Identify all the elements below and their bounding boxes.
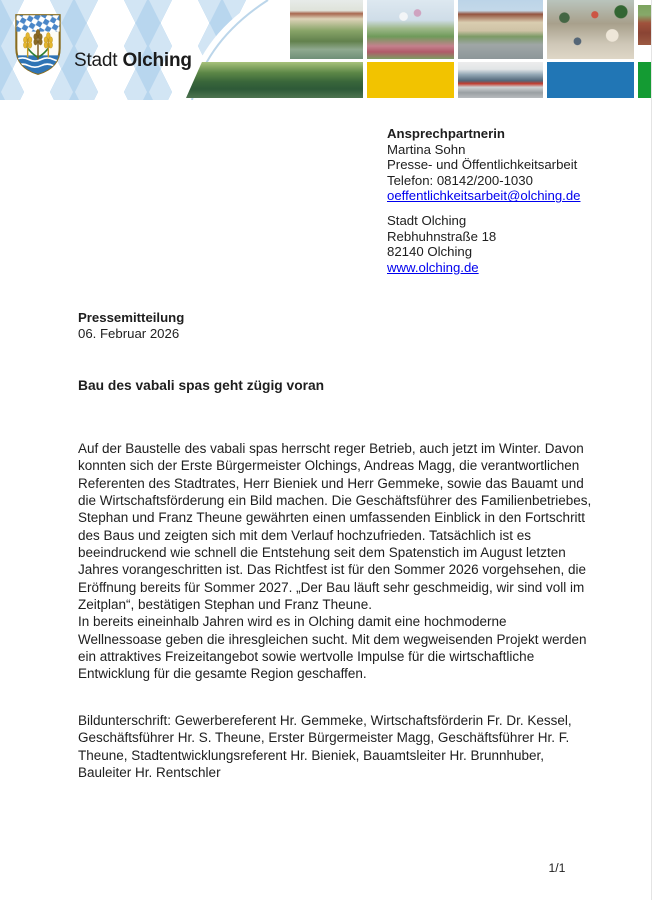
press-date: 06. Februar 2026	[78, 325, 180, 341]
collage-castle-photo	[290, 0, 363, 59]
collage-green-tile	[638, 62, 652, 98]
collage-market-photo	[547, 0, 634, 59]
collage-blue-tile	[547, 62, 634, 98]
address-block	[387, 213, 496, 275]
collage-street-photo	[458, 0, 543, 59]
article-title: Bau des vabali spas geht zügig voran	[78, 378, 325, 393]
collage-yellow-tile	[367, 62, 454, 98]
street-address: Rebhuhnstraße 18	[387, 228, 497, 244]
website-link[interactable]: www.olching.de	[387, 259, 479, 275]
contact-name: Martina Sohn	[387, 141, 466, 157]
logo-wordmark	[74, 50, 192, 72]
page-number: 1/1	[548, 861, 566, 875]
pressemitteilung-label: Pressemitteilung	[78, 310, 185, 325]
collage-flags-photo	[367, 0, 454, 59]
email-link[interactable]: oeffentlichkeitsarbeit@olching.de	[387, 188, 581, 204]
contact-heading: Ansprechpartnerin	[387, 126, 505, 141]
collage-building-photo	[458, 62, 543, 98]
collage-autumn-photo	[638, 5, 652, 45]
olching-coat-of-arms-icon	[12, 12, 64, 76]
org-name: Stadt Olching	[387, 213, 467, 228]
body-paragraph-2: In bereits eineinhalb Jahren wird es in Olching damit eine hochmoderne Wellnessoase geben die ihresgleichen sucht. Mit dem wegweisenden Projekt werden ein attraktives Freizeitangebot sowie wertvolle Impulse für die wirtschaftliche Entwicklung für die gesamte Region geschaffen.	[78, 614, 587, 682]
contact-phone: Telefon: 08142/200-1030	[387, 172, 533, 188]
press-meta	[78, 310, 184, 342]
contact-department: Presse- und Öffentlichkeitsarbeit	[387, 157, 578, 173]
logo-prefix: Stadt	[74, 50, 118, 71]
image-caption: Bildunterschrift: Gewerbereferent Hr. Gemmeke, Wirtschaftsförderin Fr. Dr. Kessel, Geschäftsführer Hr. S. Theune, Erster Bürgermeister Magg, Geschäftsführer Hr. F. Theune, Stadtentwicklungsreferent Hr. Bieniek, Bauamtsleiter Hr. Brunnhuber, Bauleiter Hr. Rentschler	[78, 713, 572, 781]
city-address: 82140 Olching	[387, 244, 473, 260]
body-paragraph-1: Auf der Baustelle des vabali spas herrscht reger Betrieb, auch jetzt im Winter. Davon konnten sich der Erste Bürgermeister Olchings, Andreas Magg, die verantwortlichen Referenten des Stadtrates, Herr Bieniek und Herr Gemmeke, sowie das Bauamt und die Wirtschaftsförderung ein Bild machen. Die Geschäftsführer des Familienbetriebes, Stephan und Franz Theune gewährten einen umfassenden Einblick in den Fortschritt des Baus und zeigten sich mit dem Verlauf hochzufrieden. Tatsächlich ist es beeindruckend wie schnell die Entstehung seit dem Spatenstich im August letzten Jahres vorangeschritten ist. Das Richtfest ist für den Sommer 2026 vorgehsehen, die Eröffnung bereits für Sommer 2027. „Der Bau läuft sehr geschmeidig, wir sind voll im Zeitplan“, bestätigen Stephan und Franz Theune.	[78, 441, 592, 613]
contact-block	[387, 126, 581, 204]
article-body	[78, 440, 594, 683]
letterhead	[0, 0, 652, 100]
collage-lake-photo	[186, 62, 363, 98]
logo-name: Olching	[122, 50, 192, 71]
